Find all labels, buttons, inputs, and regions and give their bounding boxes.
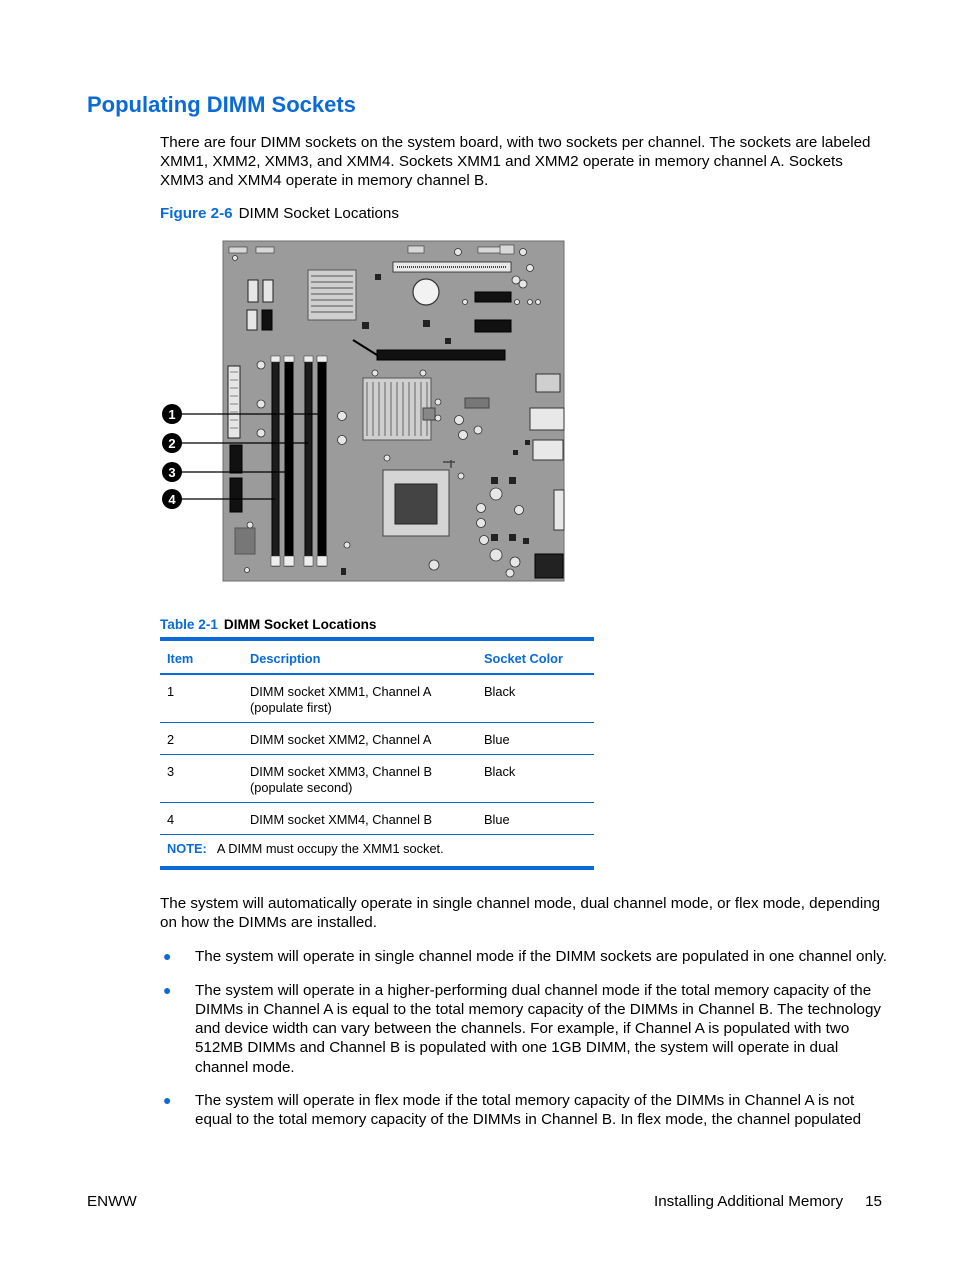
bullet-icon: ●: [163, 948, 172, 964]
table-row: [160, 674, 594, 723]
mode-paragraph: The system will automatically operate in single channel mode, dual channel mode, or flex mode, depending on how the DIMMs are installed.: [160, 895, 881, 932]
svg-text:1: 1: [168, 407, 176, 422]
table-note-row: [160, 835, 594, 867]
motherboard-figure: [155, 240, 570, 585]
figure-label: Figure 2-6: [160, 205, 233, 222]
col-item: Item: [160, 641, 243, 674]
pcie-x1-slot-1: [475, 292, 511, 302]
svg-text:3: 3: [168, 465, 176, 480]
intro-paragraph: There are four DIMM sockets on the system board, with two sockets per channel. The sockets are labeled XMM1, XMM2, XMM3, and XMM4. Sockets XMM1 and XMM2 operate in memory channel A. Sockets XMM3 and XMM4 operate in memory channel B.: [160, 134, 871, 190]
table-label: Table 2-1: [160, 617, 218, 632]
list-item: ● The system will operate in a higher-performing dual channel mode if the total memory capacity of the DIMMs in Channel A is equal to the total memory capacity of the DIMMs in Channel B. The technology and device width can vary between the channels. For example, if Channel A is populated with two 512MB DIMMs and Channel B is populated with one 1GB DIMM, the system will operate in dual channel mode.: [163, 981, 882, 1076]
table-header-row: [160, 641, 594, 674]
footer-left: ENWW: [87, 1193, 137, 1210]
cell-description: DIMM socket XMM4, Channel B: [243, 803, 477, 835]
page-title: Populating DIMM Sockets: [87, 92, 356, 117]
cell-color: Blue: [477, 723, 594, 755]
col-description: Description: [243, 641, 477, 674]
cell-item: 4: [160, 803, 243, 835]
ide-connector-1: [230, 445, 242, 473]
callout-2: [162, 433, 182, 453]
list-item: ● The system will operate in flex mode if the total memory capacity of the DIMMs in Channel A is not equal to the total memory capacity of the DIMMs in Channel B. In flex mode, the channel populated: [163, 1092, 862, 1129]
atx-power-connector: [228, 366, 240, 438]
table-note: [160, 835, 594, 867]
figure-caption: [160, 205, 399, 222]
cell-color: Blue: [477, 803, 594, 835]
sata-connector-2: [263, 280, 273, 302]
cell-item: 2: [160, 723, 243, 755]
svg-text:4: 4: [168, 492, 176, 507]
cell-color: Black: [477, 755, 594, 803]
table-row: [160, 755, 594, 803]
dimm-socket-xmm4: [271, 356, 280, 566]
cell-description: DIMM socket XMM1, Channel A (populate first): [243, 674, 477, 723]
col-socket-color: Socket Color: [477, 641, 594, 674]
cell-description: DIMM socket XMM2, Channel A: [243, 723, 477, 755]
dimm-socket-xmm2: [304, 356, 313, 566]
note-label: NOTE:: [167, 841, 207, 856]
footer-section-title: Installing Additional Memory: [653, 1193, 844, 1210]
table-caption: [160, 617, 377, 632]
callout-1: [162, 404, 182, 424]
mode-bullet-list: [160, 947, 890, 1144]
cell-color: Black: [477, 674, 594, 723]
dimm-table: [160, 637, 594, 870]
note-text: A DIMM must occupy the XMM1 socket.: [216, 841, 444, 856]
svg-text:2: 2: [168, 436, 176, 451]
table-row: [160, 803, 594, 835]
dimm-socket-xmm1: [317, 356, 327, 566]
pcie-x1-slot-2: [475, 320, 511, 332]
cell-item: 1: [160, 674, 243, 723]
callout-4: [162, 489, 182, 509]
list-item: ● The system will operate in single channel mode if the DIMM sockets are populated in one channel only.: [163, 948, 887, 965]
cell-item: 3: [160, 755, 243, 803]
pcie-x16-slot: [377, 350, 505, 360]
dimm-socket-xmm3: [284, 356, 294, 566]
cell-description: DIMM socket XMM3, Channel B (populate second): [243, 755, 477, 803]
lan-port: [533, 440, 563, 460]
sata-connector-1: [248, 280, 258, 302]
cmos-battery: [413, 279, 439, 305]
bullet-icon: ●: [163, 1092, 172, 1109]
vga-port: [554, 490, 564, 530]
bullet-icon: ●: [163, 981, 172, 998]
table-title: DIMM Socket Locations: [223, 617, 377, 632]
callout-3: [162, 462, 182, 482]
ide-connector-2: [230, 478, 242, 512]
audio-jacks: [536, 374, 560, 392]
page-number: 15: [865, 1193, 882, 1210]
figure-title: DIMM Socket Locations: [238, 205, 399, 222]
usb-ports: [530, 408, 564, 430]
serial-port: [535, 554, 563, 578]
table-row: [160, 723, 594, 755]
footer-right: [654, 1193, 882, 1210]
